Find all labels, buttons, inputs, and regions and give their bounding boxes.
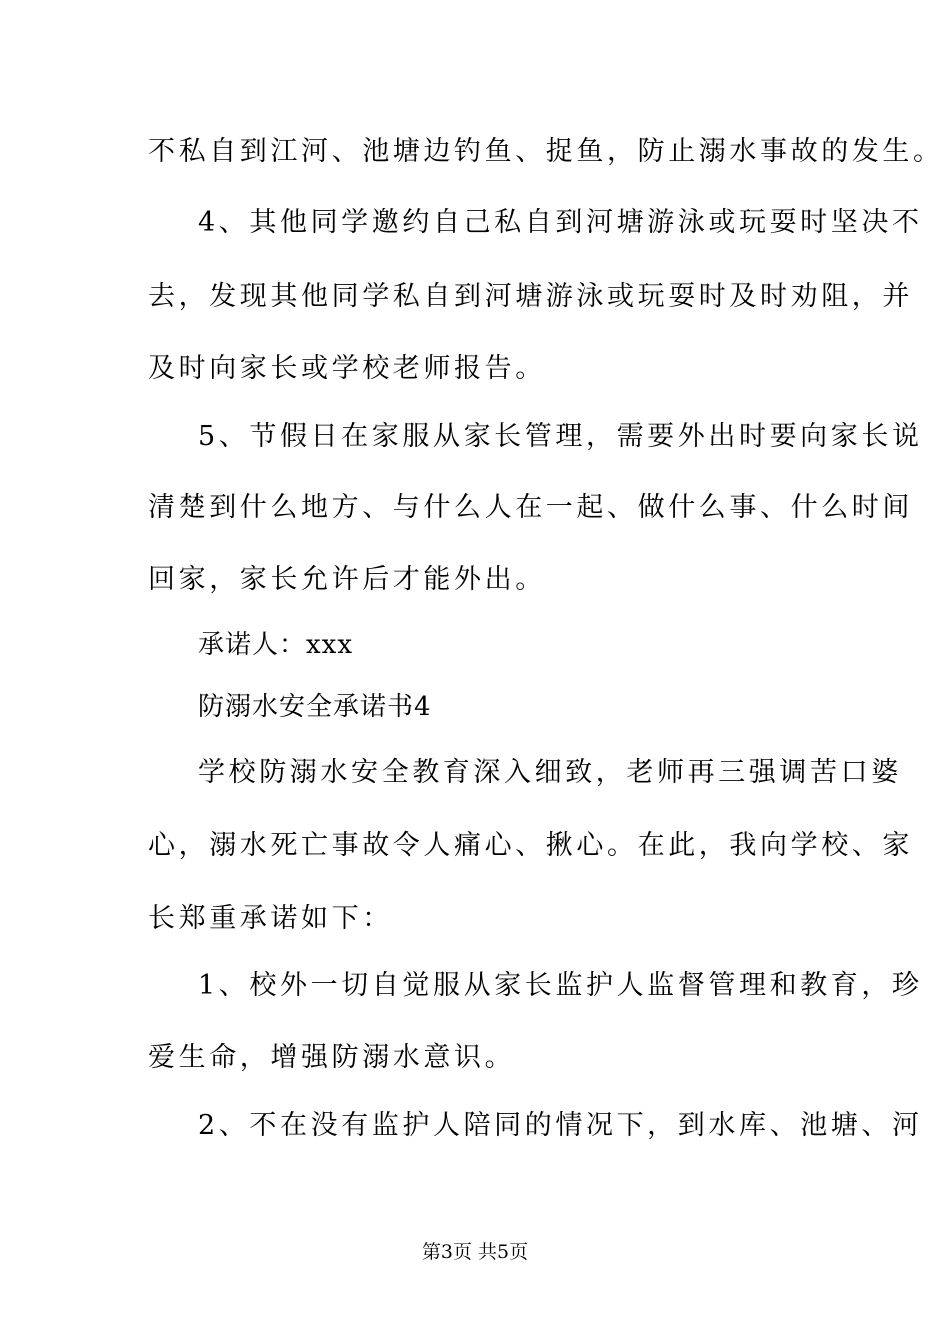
text-line-7: 回家，家长允许后才能外出。 bbox=[148, 564, 546, 595]
text-line-1: 不私自到江河、池塘边钓鱼、捉鱼，防止溺水事故的发生。 bbox=[148, 136, 944, 167]
text-line-3: 去，发现其他同学私自到河塘游泳或玩耍时及时劝阻，并 bbox=[148, 281, 913, 312]
text-line-4: 及时向家长或学校老师报告。 bbox=[148, 353, 546, 384]
text-line-14: 爱生命，增强防溺水意识。 bbox=[148, 1042, 516, 1073]
section-title: 防溺水安全承诺书4 bbox=[198, 692, 432, 722]
text-line-5: 5、节假日在家服从家长管理，需要外出时要向家长说 bbox=[198, 421, 923, 452]
text-line-12: 长郑重承诺如下： bbox=[148, 903, 393, 934]
text-line-15: 2、不在没有监护人陪同的情况下，到水库、池塘、河 bbox=[198, 1110, 923, 1141]
text-line-6: 清楚到什么地方、与什么人在一起、做什么事、什么时间 bbox=[148, 492, 913, 523]
text-line-10: 学校防溺水安全教育深入细致，老师再三强调苦口婆 bbox=[198, 757, 902, 788]
text-line-13: 1、校外一切自觉服从家长监护人监督管理和教育，珍 bbox=[198, 970, 923, 1001]
page-number-footer: 第3页 共5页 bbox=[421, 1241, 529, 1263]
signatory-line: 承诺人：xxx bbox=[198, 630, 353, 660]
text-line-2: 4、其他同学邀约自己私自到河塘游泳或玩耍时坚决不 bbox=[198, 207, 923, 238]
text-line-11: 心，溺水死亡事故令人痛心、揪心。在此，我向学校、家 bbox=[148, 830, 913, 861]
